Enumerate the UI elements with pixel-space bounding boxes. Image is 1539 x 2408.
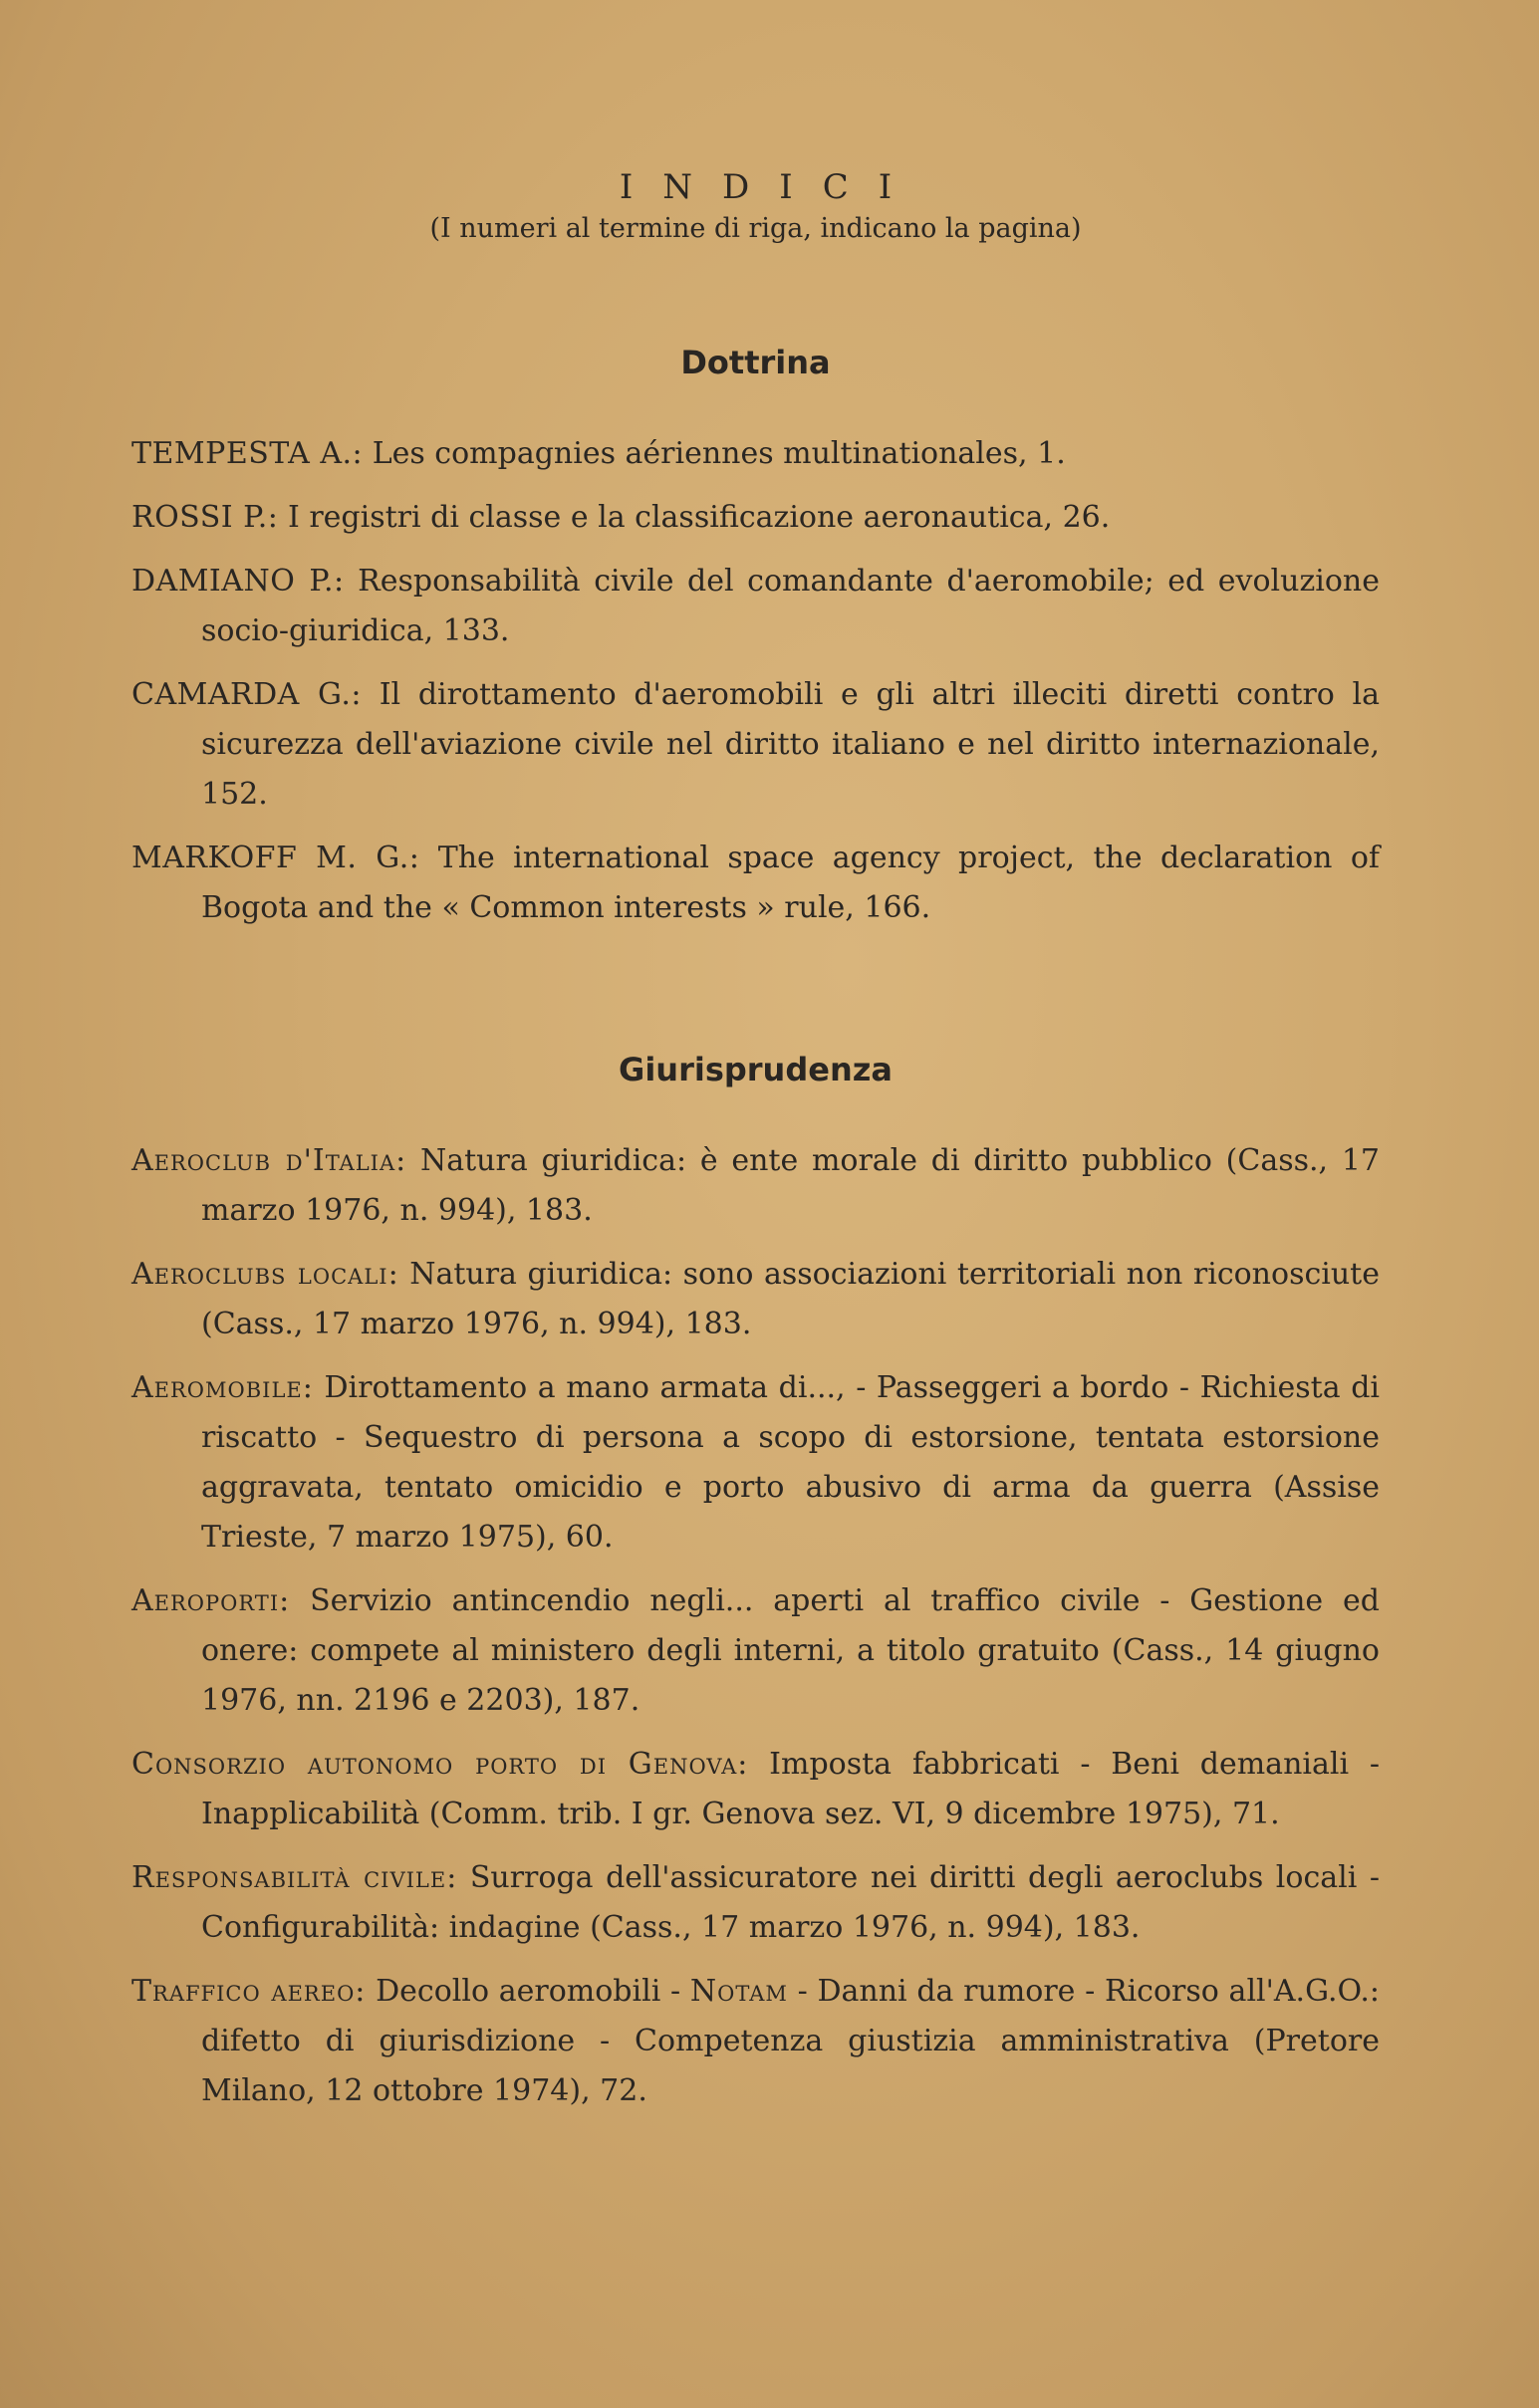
entry-text: Surroga dell'assicuratore nei diritti degli aeroclubs locali - Configurabilità: indagine (Cass., 17 marzo 1976, n. 994), 183.: [201, 1860, 1380, 1945]
entry-author: DAMIANO P.:: [131, 564, 345, 599]
dottrina-entry: [131, 557, 1380, 656]
giurisprudenza-entry: [131, 1576, 1380, 1726]
entry-text: Dirottamento a mano armata di..., - Passeggeri a bordo - Richiesta di riscatto - Sequestro di persona a scopo di estorsione, tentata estorsione aggravata, tentato omicidio e porto abusivo di arma da guerra (Assise Trieste, 7 marzo 1975), 60.: [201, 1370, 1380, 1555]
entry-text: Servizio antincendio negli... aperti al traffico civile - Gestione ed onere: compete al ministero degli interni, a titolo gratuito (Cass., 14 giugno 1976, nn. 2196 e 2203), 187.: [201, 1583, 1380, 1718]
entry-text: Responsabilità civile del comandante d'aeromobile; ed evoluzione socio-giuridica, 133.: [201, 564, 1380, 648]
dottrina-entry: [131, 670, 1380, 820]
entry-author: MARKOFF M. G.:: [131, 841, 420, 875]
entry-abbrev: Notam: [689, 1974, 788, 2009]
entry-text: Il dirottamento d'aeromobili e gli altri illeciti diretti contro la sicurezza dell'aviazione civile nel diritto italiano e nel diritto internazionale, 152.: [201, 677, 1380, 812]
entry-text: Natura giuridica: sono associazioni territoriali non riconosciute (Cass., 17 marzo 1976, n. 994), 183.: [201, 1257, 1380, 1341]
entry-term: Aeroclub d'Italia:: [131, 1143, 407, 1178]
section-heading-dottrina: Dottrina: [680, 344, 831, 381]
entry-term: Aeromobile:: [131, 1370, 314, 1405]
entry-author: CAMARDA G.:: [131, 677, 363, 712]
entry-term: Aeroclubs locali:: [131, 1257, 399, 1292]
entry-term: Aeroporti:: [131, 1583, 291, 1618]
entry-text: Decollo aeromobili -: [366, 1974, 690, 2009]
giurisprudenza-list: [131, 1136, 1380, 2116]
dottrina-entry: [131, 493, 1380, 543]
entry-term: Traffico aereo:: [131, 1974, 367, 2009]
entry-term: Consorzio autonomo porto di Genova:: [131, 1747, 749, 1782]
entry-author: ROSSI P.:: [131, 500, 279, 535]
entry-author: TEMPESTA A.:: [131, 436, 364, 471]
entry-text: Les compagnies aériennes multinationales, 1.: [363, 436, 1066, 471]
dottrina-list: [131, 429, 1380, 933]
dottrina-entry: [131, 834, 1380, 933]
index-title: INDICI: [619, 167, 922, 207]
giurisprudenza-entry: [131, 1136, 1380, 1236]
giurisprudenza-entry: [131, 1853, 1380, 1953]
index-subtitle: (I numeri al termine di riga, indicano la pagina): [429, 213, 1082, 244]
entry-text: I registri di classe e la classificazione aeronautica, 26.: [278, 500, 1111, 535]
dottrina-entry: [131, 429, 1380, 479]
entry-text: Natura giuridica: è ente morale di diritto pubblico (Cass., 17 marzo 1976, n. 994), 183.: [201, 1143, 1380, 1228]
section-heading-giurisprudenza: Giurisprudenza: [619, 1051, 893, 1088]
giurisprudenza-entry: [131, 1363, 1380, 1563]
giurisprudenza-entry: [131, 1740, 1380, 1839]
entry-text: The international space agency project, the declaration of Bogota and the « Common interests » rule, 166.: [201, 841, 1380, 925]
giurisprudenza-entry: [131, 1250, 1380, 1349]
giurisprudenza-entry: [131, 1967, 1380, 2116]
entry-text-continued: - Danni da rumore - Ricorso all'A.G.O.: difetto di giurisdizione - Competenza giustizia amministrativa (Pretore Milano, 12 ottobre 1974), 72.: [201, 1974, 1380, 2108]
entry-text: Imposta fabbricati - Beni demaniali - Inapplicabilità (Comm. trib. I gr. Genova sez. VI, 9 dicembre 1975), 71.: [201, 1747, 1380, 1831]
entry-term: Responsabilità civile:: [131, 1860, 458, 1895]
